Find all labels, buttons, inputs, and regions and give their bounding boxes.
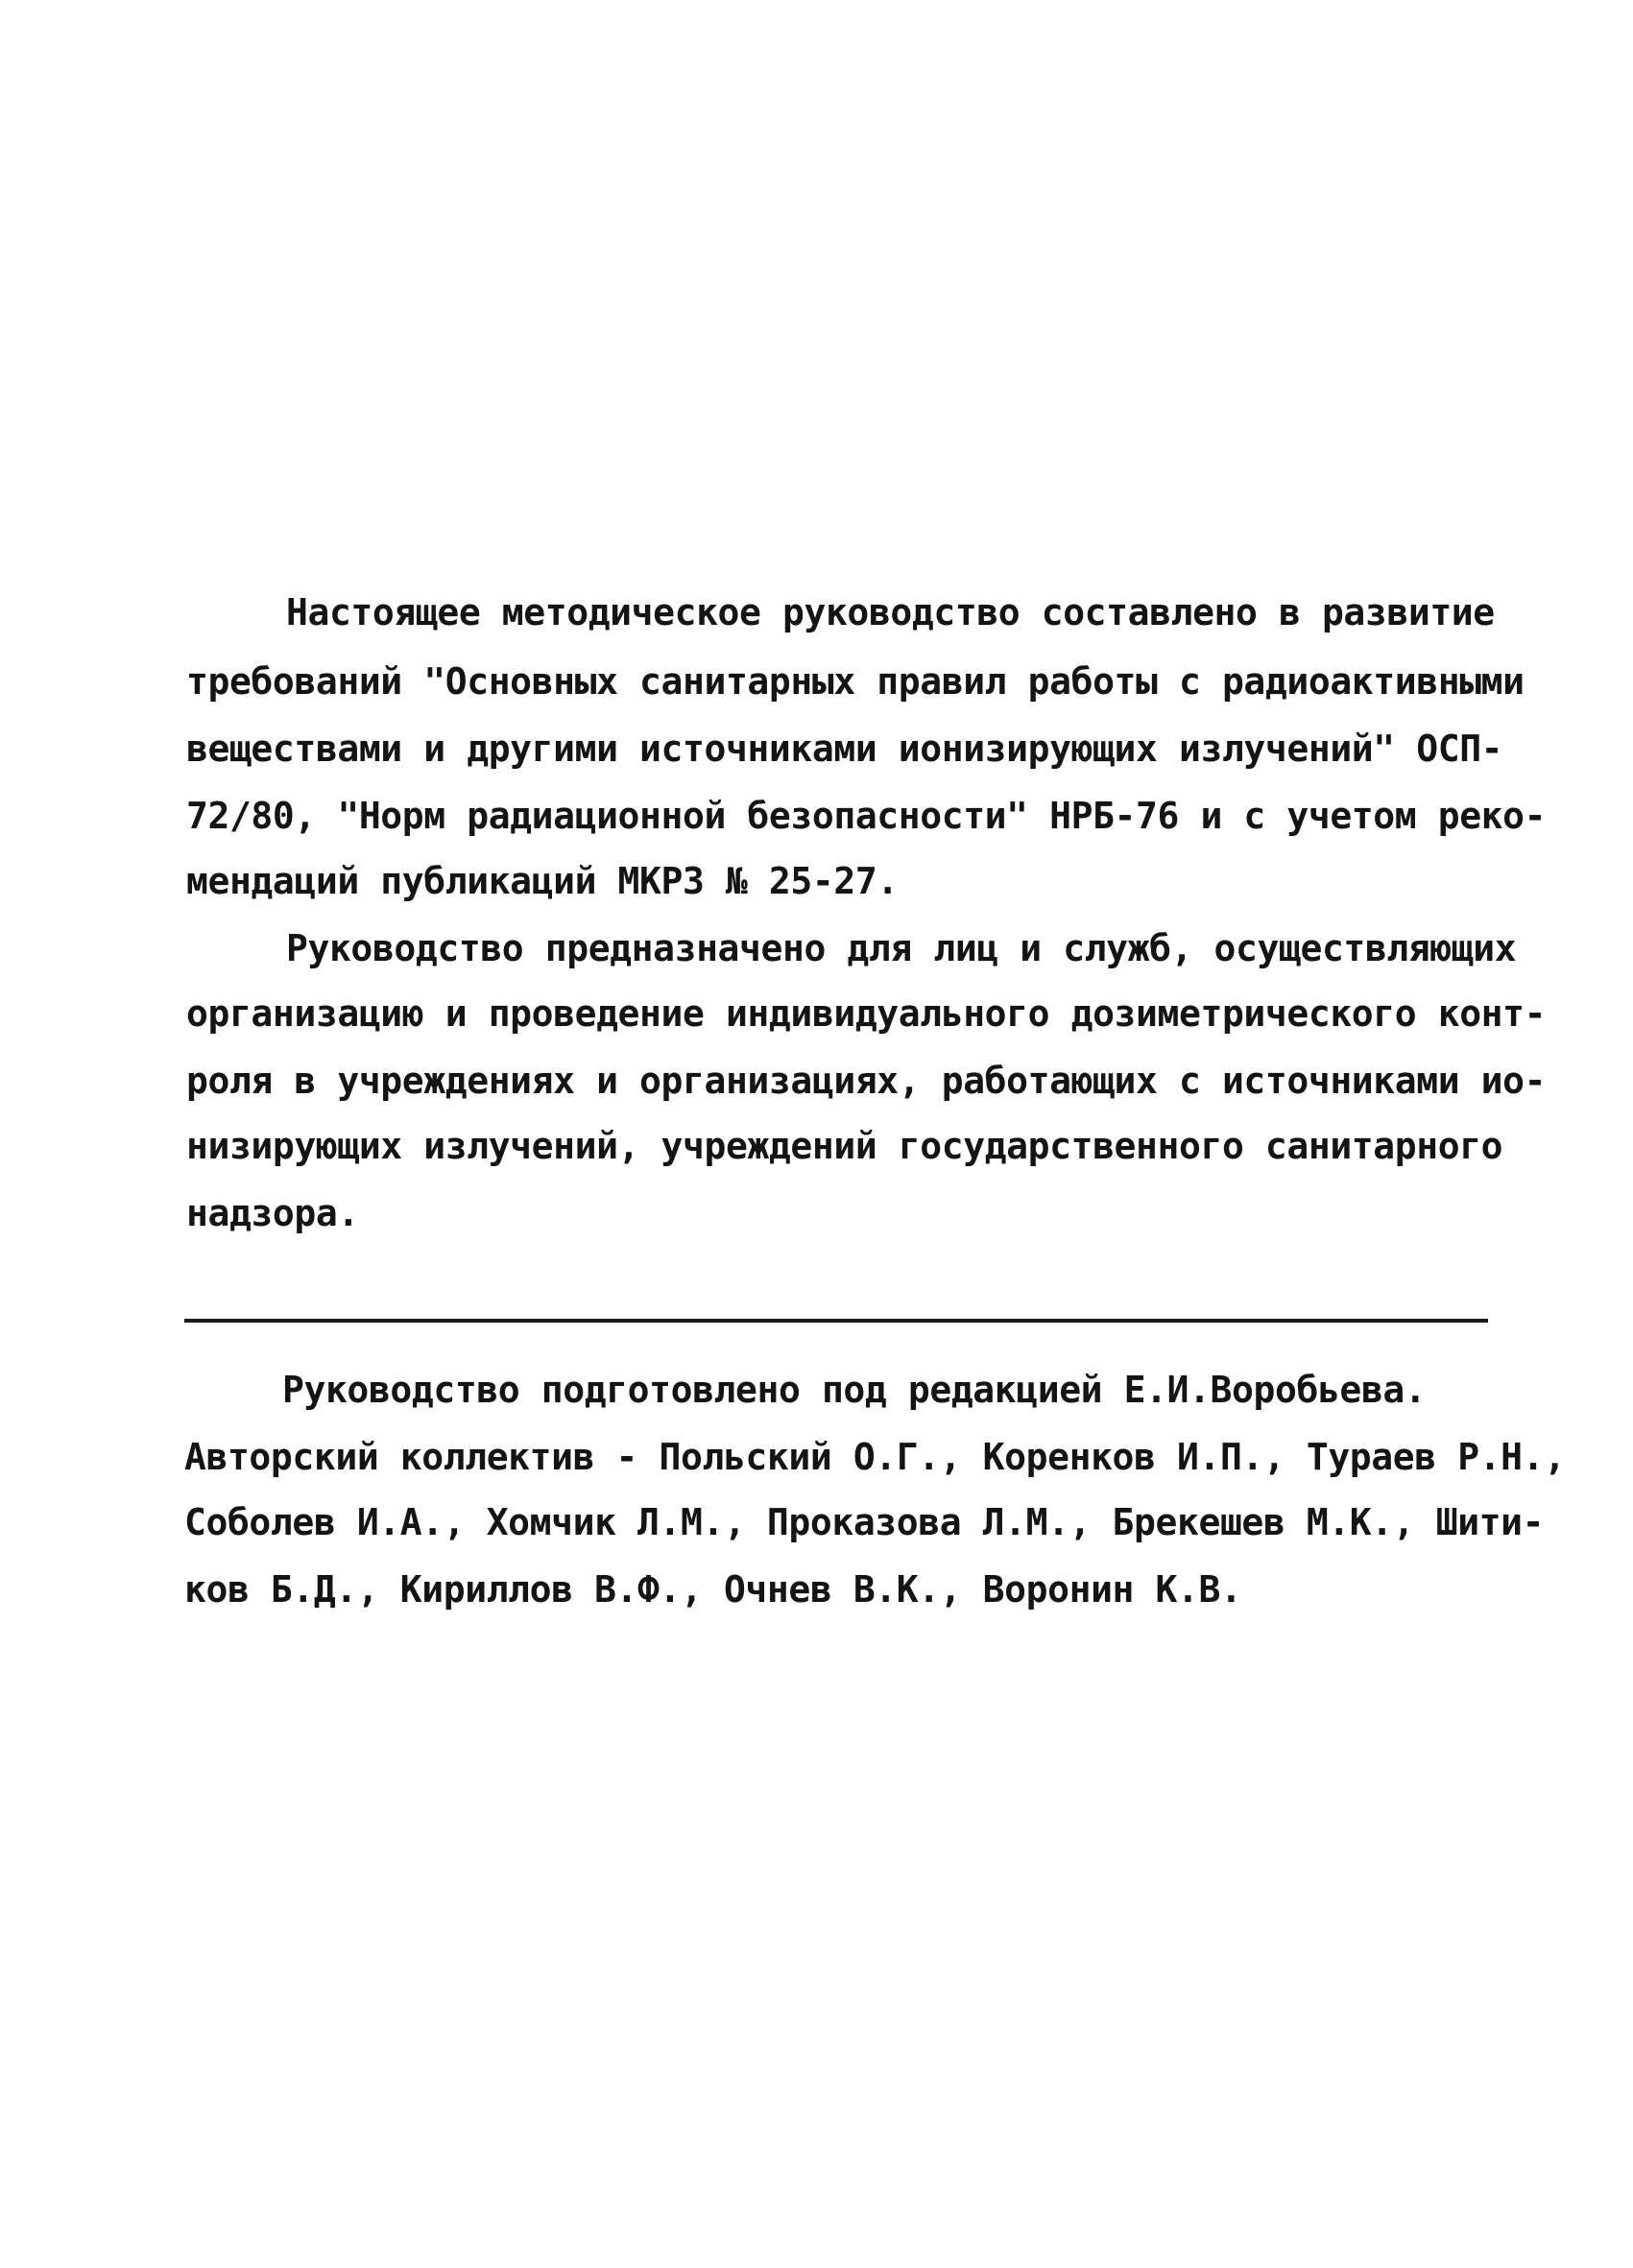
authors-line-1: Руководство подготовлено под редакцией Е.И.Воробьева. [282, 1369, 1427, 1411]
section-divider [184, 1319, 1488, 1323]
intro-line-1: Настоящее методическое руководство составлено в развитие [286, 591, 1495, 633]
purpose-line-1: Руководство предназначено для лиц и служб, осуществляющих [286, 927, 1517, 969]
purpose-line-3: роля в учреждениях и организациях, работающих с источниками ио- [186, 1060, 1547, 1102]
intro-line-5: мендаций публикаций МКРЗ № 25-27. [186, 860, 899, 902]
authors-line-2: Авторский коллектив - Польский О.Г., Коренков И.П., Тураев Р.Н., [184, 1436, 1566, 1478]
authors-line-3: Соболев И.А., Хомчик Л.М., Проказова Л.М., Брекешев М.К., Шити- [184, 1501, 1545, 1543]
authors-line-4: ков Б.Д., Кириллов В.Ф., Очнев В.К., Воронин К.В. [184, 1568, 1242, 1611]
purpose-line-5: надзора. [186, 1192, 359, 1234]
intro-line-4: 72/80, "Норм радиационной безопасности" НРБ-76 и с учетом реко- [186, 795, 1547, 837]
intro-line-2: требований "Основных санитарных правил работы с радиоактивными [186, 660, 1525, 703]
intro-line-3: веществами и другими источниками ионизирующих излучений" ОСП- [186, 728, 1503, 770]
purpose-line-4: низирующих излучений, учреждений государственного санитарного [186, 1125, 1503, 1167]
purpose-line-2: организацию и проведение индивидуального дозиметрического конт- [186, 992, 1547, 1035]
